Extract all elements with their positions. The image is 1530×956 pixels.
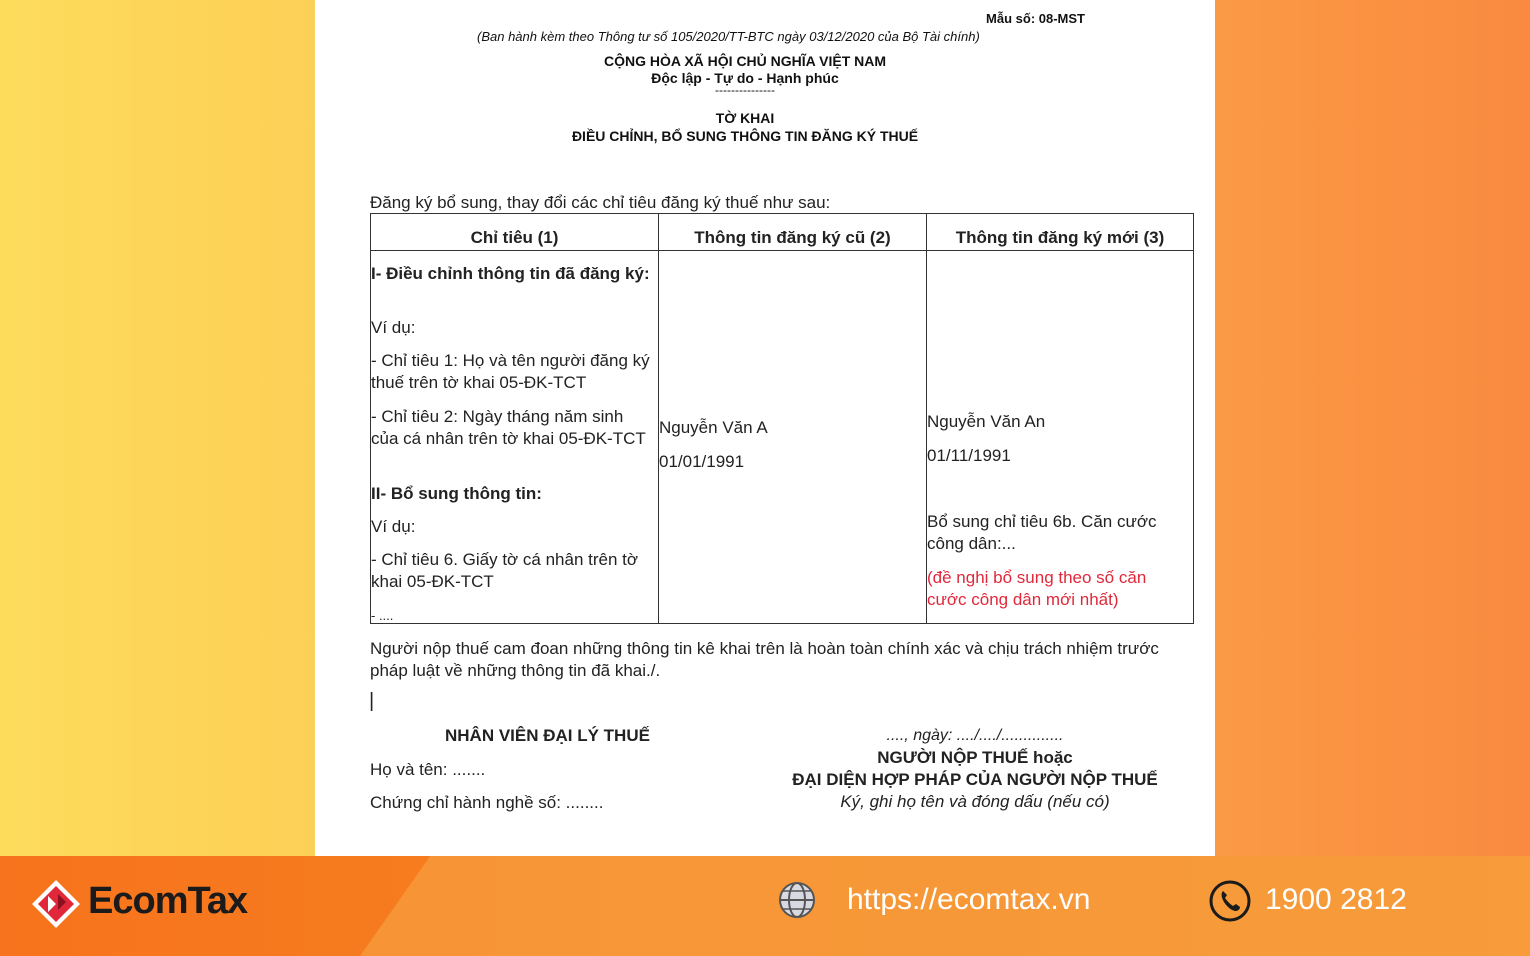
motto-divider: --------------- xyxy=(715,83,775,97)
agent-name: Họ và tên: ....... xyxy=(370,760,486,779)
sign-date: ...., ngày: ..../..../.............. xyxy=(886,727,1064,744)
ecomtax-logo-icon xyxy=(30,878,82,930)
agent-title: NHÂN VIÊN ĐẠI LÝ THUẾ xyxy=(445,726,650,745)
new-info-cell xyxy=(927,251,1194,624)
form-subtitle: ĐIỀU CHỈNH, BỔ SUNG THÔNG TIN ĐĂNG KÝ THUẾ xyxy=(571,128,919,144)
criteria-item-1: - Chỉ tiêu 1: Họ và tên người đăng ký thuế trên tờ khai 05-ĐK-TCT xyxy=(371,351,650,392)
criteria-item-2: - Chỉ tiêu 2: Ngày tháng năm sinh của cá nhân trên tờ khai 05-ĐK-TCT xyxy=(371,407,646,448)
globe-icon xyxy=(777,880,817,925)
phone-number[interactable]: 1900 2812 xyxy=(1265,883,1407,916)
header-old-info: Thông tin đăng ký cũ (2) xyxy=(659,214,927,251)
old-name: Nguyễn Văn A xyxy=(659,418,768,437)
example-label-2: Ví dụ: xyxy=(371,517,416,536)
section-supplement: II- Bổ sung thông tin: xyxy=(371,484,542,503)
criteria-item-3: - Chỉ tiêu 6. Giấy tờ cá nhân trên tờ khai 05-ĐK-TCT xyxy=(371,550,639,591)
brand-name: EcomTax xyxy=(88,880,248,922)
national-motto: Độc lập - Tự do - Hạnh phúc xyxy=(651,70,839,86)
brand-logo[interactable] xyxy=(30,878,82,935)
old-dob: 01/01/1991 xyxy=(659,452,745,471)
tax-form-document xyxy=(315,0,1215,856)
criteria-item-more: - .... xyxy=(371,608,394,623)
website-link[interactable]: https://ecomtax.vn xyxy=(847,883,1091,916)
new-dob: 01/11/1991 xyxy=(927,446,1011,465)
commitment-text: Người nộp thuế cam đoan những thông tin kê khai trên là hoàn toàn chính xác và chịu trách nhiệm trước pháp luật về những thông tin đã khai./. xyxy=(370,639,1159,680)
header-criteria: Chỉ tiêu (1) xyxy=(371,214,659,251)
old-info-cell xyxy=(659,251,927,624)
intro-text: Đăng ký bổ sung, thay đổi các chỉ tiêu đăng ký thuế như sau: xyxy=(370,193,831,212)
sign-instruction: Ký, ghi họ tên và đóng dấu (nếu có) xyxy=(840,792,1110,811)
form-title: TỜ KHAI xyxy=(715,110,775,126)
taxpayer-title: NGƯỜI NỘP THUẾ hoặc xyxy=(877,748,1073,767)
form-number: Mẫu số: 08-MST xyxy=(986,11,1085,26)
new-supplement-note: (đề nghị bổ sung theo số căn cước công dân mới nhất) xyxy=(927,568,1147,609)
example-label-1: Ví dụ: xyxy=(371,318,416,337)
agent-certificate: Chứng chỉ hành nghề số: ........ xyxy=(370,793,604,812)
section-adjust: I- Điều chỉnh thông tin đã đăng ký: xyxy=(371,264,650,283)
national-title: CỘNG HÒA XÃ HỘI CHỦ NGHĨA VIỆT NAM xyxy=(603,53,887,69)
phone-icon xyxy=(1208,879,1252,928)
criteria-cell xyxy=(371,251,659,624)
new-supplement: Bổ sung chỉ tiêu 6b. Căn cước công dân:... xyxy=(927,512,1157,553)
registration-table xyxy=(370,213,1194,624)
representative-title: ĐẠI DIỆN HỢP PHÁP CỦA NGƯỜI NỘP THUẾ xyxy=(792,770,1158,789)
issuance-note: (Ban hành kèm theo Thông tư số 105/2020/TT-BTC ngày 03/12/2020 của Bộ Tài chính) xyxy=(477,29,980,44)
header-new-info: Thông tin đăng ký mới (3) xyxy=(927,214,1194,251)
text-cursor: | xyxy=(369,690,375,712)
new-name: Nguyễn Văn An xyxy=(927,412,1046,431)
